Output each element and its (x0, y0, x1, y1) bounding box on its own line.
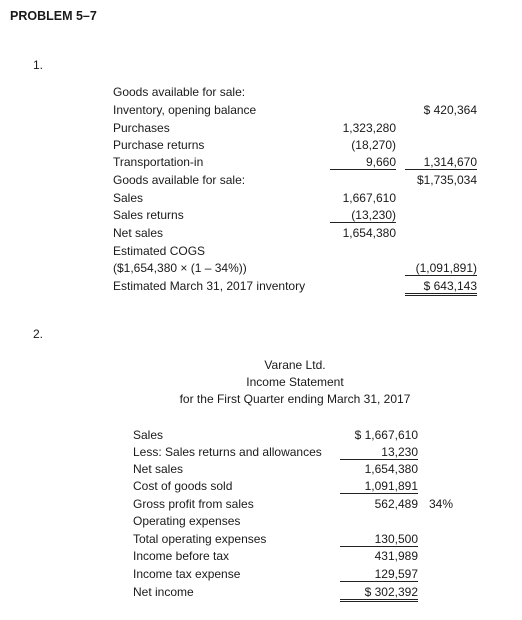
statement-row-label: Net income (133, 585, 194, 599)
statement-row-label: Less: Sales returns and allowances (133, 445, 322, 459)
statement-row-label: Net sales (133, 462, 184, 476)
statement-row-label: Sales (133, 428, 164, 442)
part1-row-c2: 1,314,670 (405, 155, 477, 170)
gross-margin-percent: 34% (429, 497, 454, 511)
part1-row-label: Purchases (113, 121, 170, 135)
page-title: PROBLEM 5–7 (10, 9, 97, 23)
statement-row-amount: $ 302,392 (340, 585, 418, 602)
part1-row-c2: $ 643,143 (405, 279, 477, 296)
statement-row-amount: 129,597 (340, 567, 418, 582)
statement-row-amount: $ 1,667,610 (354, 428, 418, 442)
part1-row-label: Estimated COGS (113, 244, 206, 258)
part1-row-label: Transportation-in (113, 155, 204, 169)
statement-row-label: Total operating expenses (133, 532, 267, 546)
statement-row-amount: 130,500 (340, 532, 418, 547)
part2-number: 2. (33, 327, 44, 341)
statement-title: Income Statement (246, 375, 344, 389)
part1-row-label: Purchase returns (113, 138, 205, 152)
statement-row-label: Cost of goods sold (133, 479, 233, 493)
part1-number: 1. (33, 58, 44, 72)
statement-row-amount: 13,230 (340, 445, 418, 460)
part1-row-c1: 1,654,380 (342, 226, 396, 240)
statement-period: for the First Quarter ending March 31, 2017 (179, 392, 411, 406)
statement-row-label: Income before tax (133, 549, 230, 563)
statement-row-label: Operating expenses (133, 514, 241, 528)
part1-row-label: Goods available for sale: (113, 85, 246, 99)
statement-row-amount: 562,489 (374, 497, 418, 511)
part1-row-label: Goods available for sale: (113, 173, 246, 187)
part1-row-c1: 1,667,610 (342, 191, 396, 205)
part1-row-label: ($1,654,380 × (1 – 34%)) (113, 261, 247, 275)
part1-row-label: Sales returns (113, 208, 184, 222)
part1-row-label: Net sales (113, 226, 164, 240)
part1-row-c2: $1,735,034 (416, 173, 477, 187)
part1-row-label: Estimated March 31, 2017 inventory (113, 279, 306, 293)
statement-row-amount: 431,989 (374, 549, 418, 563)
part1-row-c1: 1,323,280 (342, 121, 396, 135)
part1-row-c1: (13,230) (330, 208, 396, 223)
part1-row-c1: 9,660 (330, 155, 396, 170)
company-name: Varane Ltd. (264, 358, 326, 372)
part1-row-c1: (18,270) (351, 138, 396, 152)
statement-row-amount: 1,654,380 (364, 462, 418, 476)
part1-row-label: Inventory, opening balance (113, 103, 257, 117)
statement-row-label: Gross profit from sales (133, 497, 254, 511)
part1-row-c2: $ 420,364 (423, 103, 477, 117)
part1-row-c2: (1,091,891) (405, 261, 477, 276)
statement-row-label: Income tax expense (133, 567, 241, 581)
part1-row-label: Sales (113, 191, 144, 205)
statement-row-amount: 1,091,891 (340, 479, 418, 494)
